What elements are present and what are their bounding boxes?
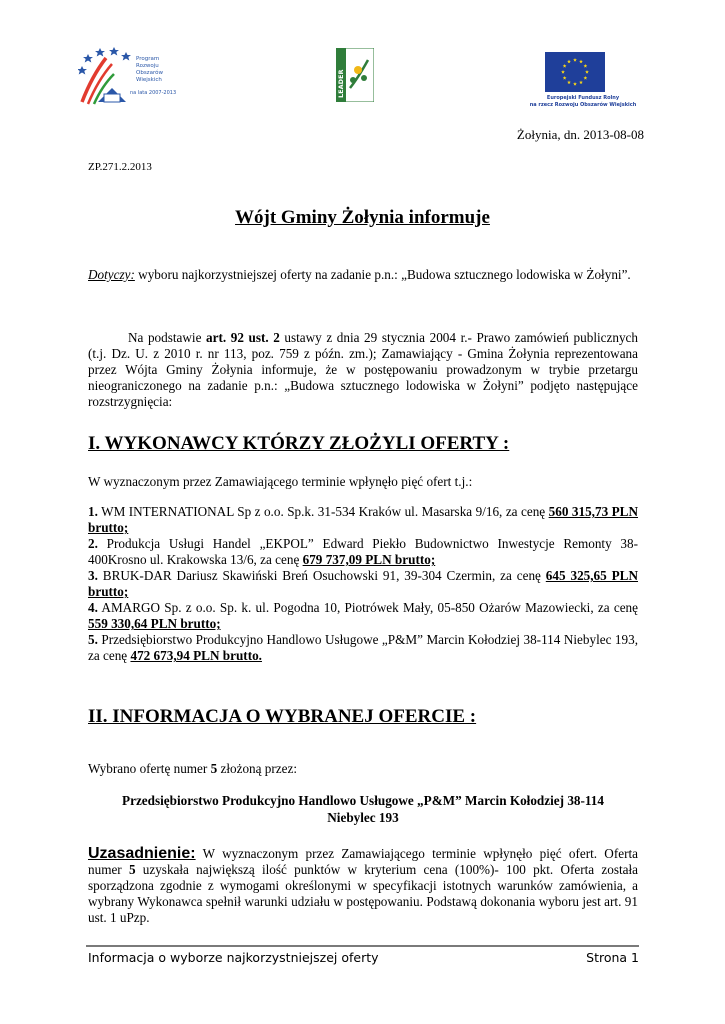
offer-number: 4. xyxy=(88,600,98,615)
offer-number: 1. xyxy=(88,504,98,519)
justification-offer-number: 5 xyxy=(128,862,136,877)
page-number: Strona 1 xyxy=(586,950,639,965)
chosen-contractor xyxy=(88,792,638,826)
chosen-offer-number: 5 xyxy=(210,761,218,776)
document-title: Wójt Gminy Żołynia informuje xyxy=(235,207,490,228)
prow-line-4: Wiejskich xyxy=(136,77,162,83)
offer-price: 679 737,09 PLN brutto; xyxy=(302,552,436,567)
offer-number: 5. xyxy=(88,632,98,647)
offer-number: 3. xyxy=(88,568,98,583)
subject-label: Dotyczy: xyxy=(88,267,135,282)
intro-legal-basis: art. 92 ust. 2 xyxy=(206,330,280,345)
chosen-contractor-line-1: Przedsiębiorstwo Produkcyjno Handlowo Usługowe „P&M” Marcin Kołodziej 38-114 xyxy=(122,793,604,808)
offer-item xyxy=(88,536,638,568)
footer-title: Informacja o wyborze najkorzystniejszej oferty xyxy=(88,950,379,965)
offer-price: 472 673,94 PLN brutto. xyxy=(130,648,262,663)
leader-emblem-icon xyxy=(336,48,374,102)
intro-part-2: ustawy z dnia 29 stycznia 2004 r.- Prawo zamówień publicznych (t.j. Dz. U. z 2010 r. nr 113, poz. 759 z późn. zm.); Zamawiający - Gmina Żołynia reprezentowana przez Wójta Gminy Żołynia informuje, że w postępowaniu prowadzonym w trybie przetargu nieograniczonego na zadanie p.n.: „Budowa sztucznego lodowiska w Żołyni” podjęto następujące rozstrzygnięcia: xyxy=(88,330,638,409)
prow-line-3: Obszarów xyxy=(136,70,163,76)
chosen-suffix: złożoną przez: xyxy=(217,761,298,776)
section-2-heading: II. INFORMACJA O WYBRANEJ OFERCIE : xyxy=(88,706,477,727)
leader-text: LEADER xyxy=(337,69,345,98)
leader-logo xyxy=(336,48,374,102)
offer-item xyxy=(88,632,638,664)
justification-paragraph xyxy=(88,846,638,926)
offer-text: WM INTERNATIONAL Sp z o.o. Sp.k. 31-534 Kraków ul. Masarska 9/16, za cenę xyxy=(97,504,549,519)
prow-emblem-icon xyxy=(78,44,182,106)
eu-caption-2: na rzecz Rozwoju Obszarów Wiejskich xyxy=(529,102,637,108)
intro-part-1: Na podstawie xyxy=(128,330,207,345)
subject-line xyxy=(88,267,638,283)
offer-text: BRUK-DAR Dariusz Skawiński Breń Osuchowski 91, 39-304 Czermin, za cenę xyxy=(97,568,546,583)
eu-caption-1: Europejski Fundusz Rolny xyxy=(546,95,620,101)
offer-item xyxy=(88,568,638,600)
offer-text: Produkcja Usługi Handel „EKPOL” Edward Piekło Budownictwo Inwestycje Remonty 38-400Krosno ul. Krakowska 13/6, za cenę xyxy=(88,536,638,567)
intro-paragraph xyxy=(88,330,638,410)
reference-number: ZP.271.2.2013 xyxy=(88,161,152,173)
justification-part-2: uzyskała największą ilość punktów w kryterium cena (100%)- 100 pkt. Oferta została sporządzona zgodnie z wymogami określonymi w specyfikacji istotnych warunków zamówienia, a wybrany Wykonawca spełnił warunki udziału w postępowaniu. Podstawą dokonania wyboru jest art. 91 ust. 1 uPzp. xyxy=(88,862,638,925)
offer-text: Przedsiębiorstwo Produkcyjno Handlowo Usługowe „P&M” Marcin Kołodziej 38-114 Niebylec 193, za cenę xyxy=(88,632,638,663)
eu-flag-icon xyxy=(515,52,650,108)
offer-text: AMARGO Sp. z o.o. Sp. k. ul. Pogodna 10, Piotrówek Mały, 05-850 Ożarów Mazowiecki, za cenę xyxy=(97,600,638,615)
justification-label: Uzasadnienie: xyxy=(88,845,196,862)
section-1-intro: W wyznaczonym przez Zamawiającego terminie wpłynęło pięć ofert t.j.: xyxy=(88,474,473,489)
chosen-prefix: Wybrano ofertę numer xyxy=(88,761,211,776)
offer-price: 559 330,64 PLN brutto; xyxy=(88,616,221,631)
offer-item xyxy=(88,600,638,632)
offer-price: 645 325,65 PLN brutto; xyxy=(88,568,639,599)
offer-number: 2. xyxy=(88,536,98,551)
footer-divider xyxy=(86,945,639,947)
section-1-heading: I. WYKONAWCY KTÓRZY ZŁOŻYLI OFERTY : xyxy=(88,433,510,454)
justification-part-1: W wyznaczonym przez Zamawiającego terminie wpłynęło pięć ofert. Oferta numer xyxy=(88,846,638,877)
eu-fund-logo xyxy=(515,52,650,108)
offer-item xyxy=(88,504,638,536)
subject-text: wyboru najkorzystniejszej oferty na zadanie p.n.: „Budowa sztucznego lodowiska w Żołyni”. xyxy=(134,267,631,282)
offers-list xyxy=(88,504,638,664)
chosen-contractor-line-2: Niebylec 193 xyxy=(327,810,399,825)
offer-price: 560 315,73 PLN brutto; xyxy=(88,504,639,535)
document-date: Żołynia, dn. 2013-08-08 xyxy=(516,127,644,142)
prow-line-5: na lata 2007-2013 xyxy=(130,90,177,96)
prow-line-2: Rozwoju xyxy=(136,63,159,69)
prow-line-1: Program xyxy=(136,56,160,62)
chosen-offer-line xyxy=(88,761,638,777)
prow-logo xyxy=(78,44,182,106)
